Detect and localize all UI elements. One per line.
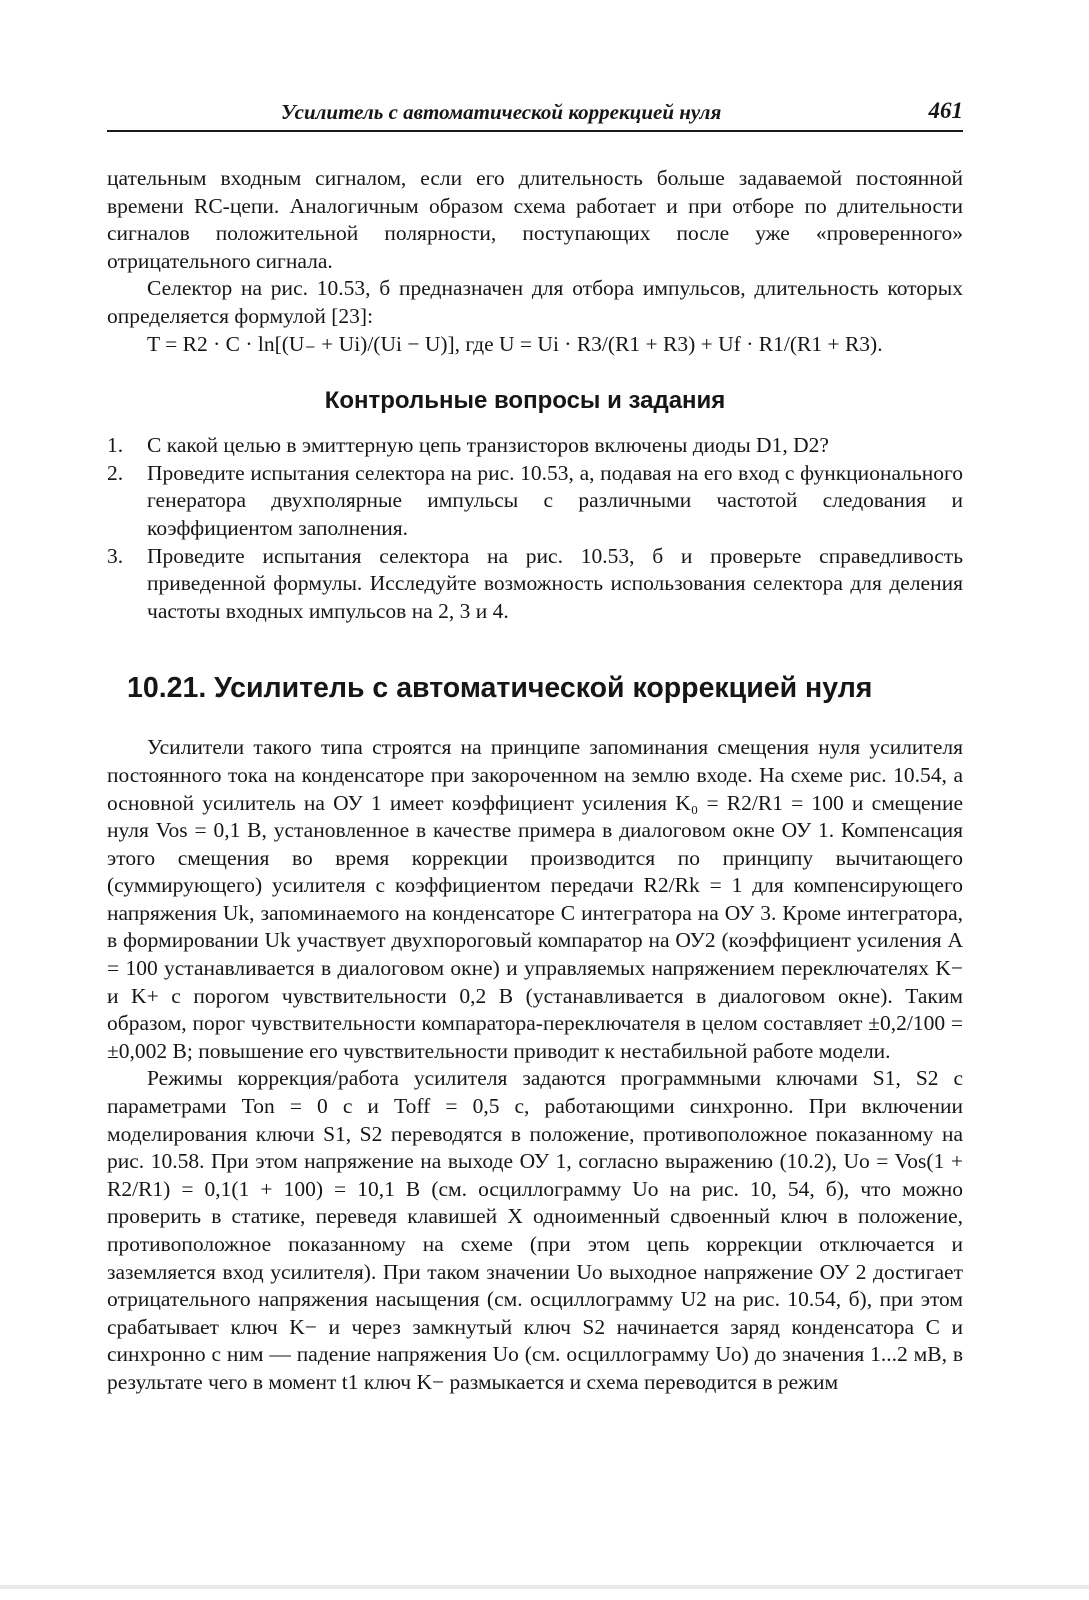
question-item (107, 432, 963, 460)
scan-edge (0, 1585, 1089, 1589)
question-text: С какой целью в эмиттерную цепь транзисторов включены диоды D1, D2? (147, 433, 829, 458)
question-item (107, 543, 963, 626)
question-item (107, 460, 963, 543)
page-number: 461 (928, 98, 963, 123)
section-paragraph: Усилители такого типа строятся на принципе запоминания смещения нуля усилителя постоянного тока на конденсаторе при закороченном на землю входе. На схеме рис. 10.54, а основной усилитель на ОУ 1 имеет коэффициент усиления K₀ = R2/R1 = 100 и смещение нуля Vos = 0,1 В, установленное в качестве примера в диалоговом окне ОУ 1. Компенсация этого смещения во время коррекции производится по принципу вычитающего (суммирующего) усилителя с коэффициентом передачи R2/Rk = 1 для компенсирующего напряжения Uk, запоминаемого на конденсаторе C интегратора на ОУ 3. Кроме интегратора, в формировании Uk участвует двухпороговый компаратор на ОУ2 (коэффициент усиления A = 100 устанавливается в диалоговом окне) и управляемых напряжением переключателях K− и K+ с порогом чувствительности 0,2 В (устанавливается в диалоговом окне). Таким образом, порог чувствительности компаратора-переключателя в целом составляет ±0,2/100 = ±0,002 В; повышение его чувствительности приводит к нестабильной работе модели. (107, 735, 963, 1063)
running-title: Усилитель с автоматической коррекцией нуля (281, 100, 722, 124)
question-text: Проведите испытания селектора на рис. 10.53, б и проверьте справедливость приведенной формулы. Исследуйте возможность использования селектора для деления частоты входных импульсов на 2, 3 и 4. (147, 543, 963, 623)
question-text: Проведите испытания селектора на рис. 10.53, а, подавая на его вход с функционального генератора двухполярные импульсы с различными частотой следования и коэффициентом заполнения. (147, 460, 963, 540)
intro-paragraph: цательным входным сигналом, если его длительность больше задаваемой постоянной времени RC-цепи. Аналогичным образом схема работает и при отборе по длительности сигналов положительной полярности, поступающих после уже «проверенного» отрицательного сигнала. (107, 166, 963, 273)
question-number: 1. (107, 433, 124, 458)
selector-paragraph: Селектор на рис. 10.53, б предназначен для отбора импульсов, длительность которых определяется формулой [23]: (107, 276, 963, 328)
book-page (107, 96, 963, 1397)
questions-list (107, 432, 963, 625)
section-paragraph: Режимы коррекция/работа усилителя задаются программными ключами S1, S2 с параметрами Ton = 0 с и Toff = 0,5 с, работающими синхронно. При включении моделирования ключи S1, S2 переводятся в положение, противоположное показанному на рис. 10.58. При этом напряжение на выходе ОУ 1, согласно выражению (10.2), Uo = Vos(1 + R2/R1) = 0,1(1 + 100) = 10,1 В (см. осциллограмму Uo на рис. 10, 54, б), что можно проверить в статике, переведя клавишей X одноименный сдвоенный ключ в положение, противоположное показанному на схеме (при этом цепь коррекции отключается и заземляется вход усилителя). При таком значении Uo выходное напряжение ОУ 2 достигает отрицательного напряжения насыщения (см. осциллограмму U2 на рис. 10.54, б), при этом срабатывает ключ K− и через замкнутый ключ S2 начинается заряд конденсатора C и синхронно с ним — падение напряжения Uo (см. осциллограмму Uo) до значения 1...2 мВ, в результате чего в момент t1 ключ K− размыкается и схема переводится в режим (107, 1066, 963, 1394)
question-number: 3. (107, 543, 124, 568)
running-header (107, 96, 963, 132)
section-heading: 10.21. Усилитель с автоматической коррекцией нуля (127, 672, 873, 705)
duration-formula: T = R2 · C · ln[(U₋ + Ui)/(Ui − U)], где U = Ui · R3/(R1 + R3) + Uf · R1/(R1 + R3). (147, 331, 883, 356)
question-number: 2. (107, 460, 124, 485)
questions-heading: Контрольные вопросы и задания (324, 387, 726, 415)
